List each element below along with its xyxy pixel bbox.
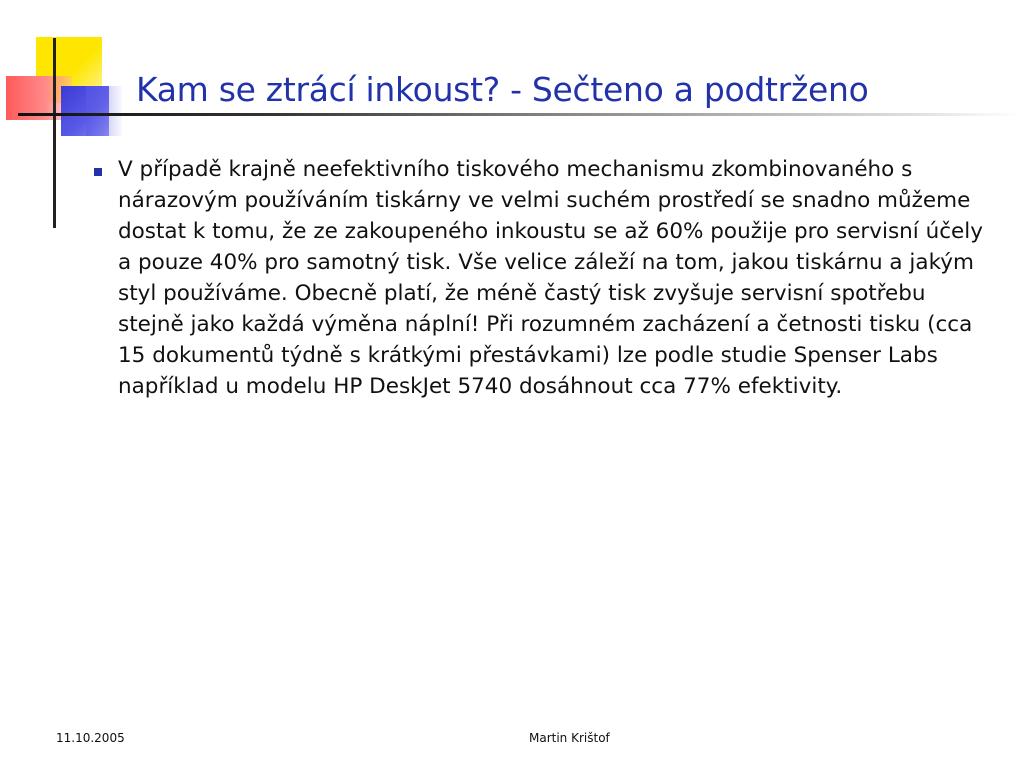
square-bullet-icon: [94, 168, 102, 176]
bullet-item: [94, 154, 1004, 402]
title-underline-rule: [18, 113, 1018, 116]
slide-title: Kam se ztrácí inkoust? - Sečteno a podtrženo: [136, 70, 869, 109]
vertical-rule: [53, 38, 56, 228]
bullet-text: V případě krajně neefektivního tiskového mechanismu zkombinovaného s nárazovým používáním tiskárny ve velmi suchém prostředí se snadno můžeme dostat k tomu, že ze zakoupeného inkoustu se až 60% použije pro servisní účely a pouze 40% pro samotný tisk. Vše velice záleží na tom, jakou tiskárnu a jakým styl používáme. Obecně platí, že méně častý tisk zvyšuje servisní spotřebu stejně jako každá výměna náplní! Při rozumném zacházení a četnosti tisku (cca 15 dokumentů týdně s krátkými přestávkami) lze podle studie Spenser Labs například u modelu HP DeskJet 5740 dosáhnout cca 77% efektivity.: [118, 157, 983, 399]
slide-content: [94, 154, 1004, 402]
blue-fade-decoration: [86, 86, 122, 136]
footer-author: Martin Krištof: [529, 731, 610, 745]
footer-date: 11.10.2005: [56, 731, 125, 745]
